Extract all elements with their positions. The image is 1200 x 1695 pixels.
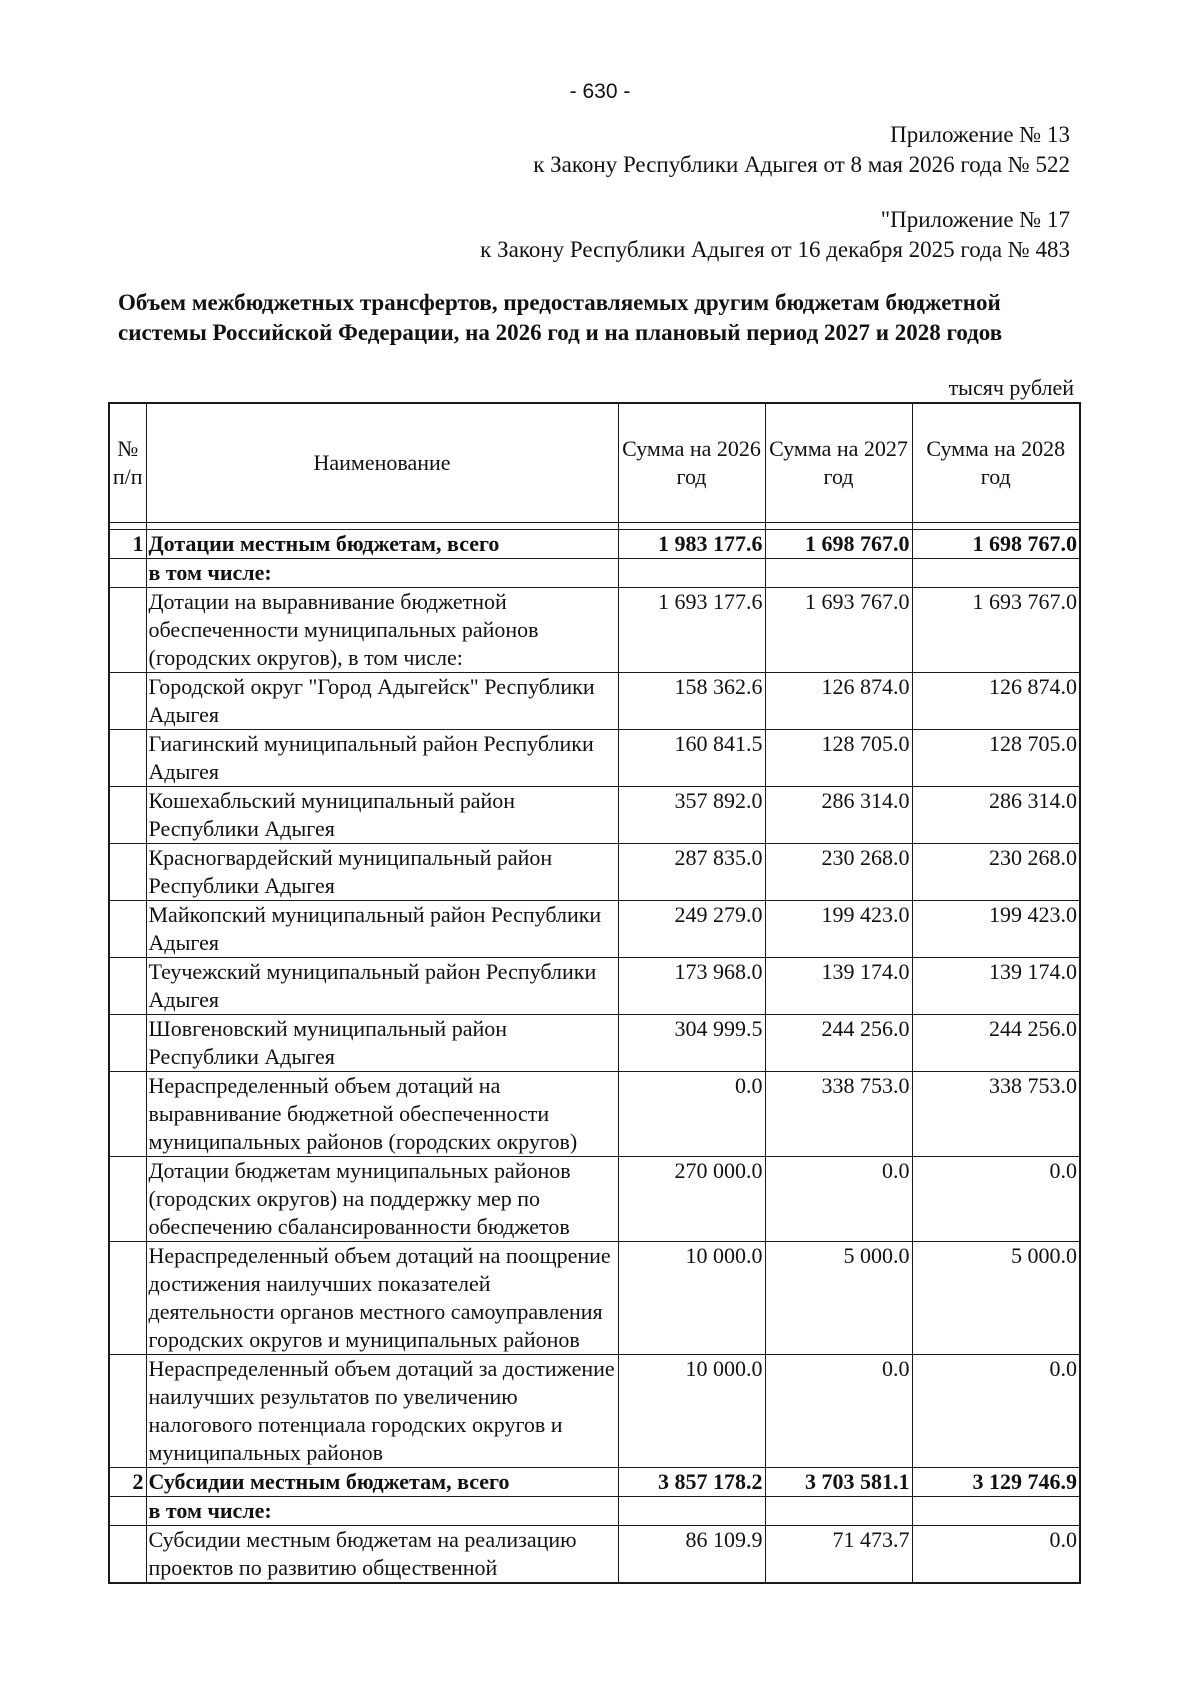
row-2026-cell: 86 109.9 xyxy=(618,1526,765,1584)
row-2028-cell: 0.0 xyxy=(912,1526,1080,1584)
row-name-cell: Красногвардейский муниципальный район Республики Адыгея xyxy=(146,844,618,901)
table-row xyxy=(109,1072,1080,1157)
row-2027-cell: 230 268.0 xyxy=(765,844,912,901)
table-row xyxy=(109,901,1080,958)
header-spacer xyxy=(109,523,1080,530)
row-2027-cell: 338 753.0 xyxy=(765,1072,912,1157)
row-2028-cell xyxy=(912,559,1080,588)
table-body xyxy=(109,530,1080,1584)
row-2026-cell: 304 999.5 xyxy=(618,1015,765,1072)
row-2027-cell: 286 314.0 xyxy=(765,787,912,844)
row-number-cell xyxy=(109,730,146,787)
row-2027-cell: 3 703 581.1 xyxy=(765,1468,912,1497)
row-number-cell xyxy=(109,1157,146,1242)
document-title-line1: Объем межбюджетных трансфертов, предоставляемых другим бюджетам бюджетной xyxy=(118,290,1001,315)
row-name-cell: Нераспределенный объем дотаций на поощрение достижения наилучших показателей деятельности органов местного самоуправления городских округов и муниципальных районов xyxy=(146,1242,618,1355)
row-name-cell: Дотации бюджетам муниципальных районов (городских округов) на поддержку мер по обеспечению сбалансированности бюджетов xyxy=(146,1157,618,1242)
row-2027-cell: 71 473.7 xyxy=(765,1526,912,1584)
row-name-cell: Теучежский муниципальный район Республики Адыгея xyxy=(146,958,618,1015)
table-row xyxy=(109,730,1080,787)
annex-current xyxy=(533,120,1070,180)
row-name-cell: Гиагинский муниципальный район Республики Адыгея xyxy=(146,730,618,787)
row-2028-cell: 5 000.0 xyxy=(912,1242,1080,1355)
row-2026-cell: 287 835.0 xyxy=(618,844,765,901)
row-2026-cell: 1 693 177.6 xyxy=(618,588,765,673)
row-2028-cell: 244 256.0 xyxy=(912,1015,1080,1072)
row-2028-cell: 1 693 767.0 xyxy=(912,588,1080,673)
document-title-line2: системы Российской Федерации, на 2026 год и на плановый период 2027 и 2028 годов xyxy=(118,320,1003,345)
row-2027-cell: 1 693 767.0 xyxy=(765,588,912,673)
header-2026: Сумма на 2026 год xyxy=(618,403,765,523)
row-number-cell xyxy=(109,588,146,673)
header-num: № п/п xyxy=(109,403,146,523)
row-2026-cell: 3 857 178.2 xyxy=(618,1468,765,1497)
table-header-row xyxy=(109,403,1080,523)
table-row xyxy=(109,530,1080,559)
table-row xyxy=(109,1497,1080,1526)
row-2026-cell: 160 841.5 xyxy=(618,730,765,787)
row-2027-cell: 126 874.0 xyxy=(765,673,912,730)
header-name: Наименование xyxy=(146,403,618,523)
row-name-cell: Дотации местным бюджетам, всего xyxy=(146,530,618,559)
row-2026-cell: 270 000.0 xyxy=(618,1157,765,1242)
row-name-cell: Субсидии местным бюджетам, всего xyxy=(146,1468,618,1497)
row-number-cell xyxy=(109,1242,146,1355)
table-row xyxy=(109,559,1080,588)
table-row xyxy=(109,958,1080,1015)
row-2027-cell xyxy=(765,1497,912,1526)
row-2028-cell: 0.0 xyxy=(912,1157,1080,1242)
row-2027-cell: 5 000.0 xyxy=(765,1242,912,1355)
row-number-cell xyxy=(109,1072,146,1157)
row-number-cell xyxy=(109,844,146,901)
row-2027-cell: 128 705.0 xyxy=(765,730,912,787)
row-number-cell xyxy=(109,1526,146,1584)
row-2028-cell xyxy=(912,1497,1080,1526)
row-name-cell: Субсидии местным бюджетам на реализацию проектов по развитию общественной xyxy=(146,1526,618,1584)
row-name-cell: Майкопский муниципальный район Республики Адыгея xyxy=(146,901,618,958)
annex-current-line2: к Закону Республики Адыгея от 8 мая 2026 года № 522 xyxy=(533,152,1070,177)
row-2026-cell: 158 362.6 xyxy=(618,673,765,730)
row-number-cell xyxy=(109,1355,146,1468)
row-name-cell: Дотации на выравнивание бюджетной обеспеченности муниципальных районов (городских округов), в том числе: xyxy=(146,588,618,673)
table-row xyxy=(109,1242,1080,1355)
document-title xyxy=(118,288,1098,348)
row-2028-cell: 3 129 746.9 xyxy=(912,1468,1080,1497)
row-number-cell xyxy=(109,559,146,588)
row-name-cell: Нераспределенный объем дотаций на выравнивание бюджетной обеспеченности муниципальных районов (городских округов) xyxy=(146,1072,618,1157)
table-row xyxy=(109,787,1080,844)
table-row xyxy=(109,673,1080,730)
row-2027-cell: 0.0 xyxy=(765,1355,912,1468)
annex-previous-line2: к Закону Республики Адыгея от 16 декабря 2025 года № 483 xyxy=(480,237,1070,262)
row-2027-cell: 244 256.0 xyxy=(765,1015,912,1072)
row-2027-cell: 139 174.0 xyxy=(765,958,912,1015)
row-2026-cell: 173 968.0 xyxy=(618,958,765,1015)
row-2028-cell: 1 698 767.0 xyxy=(912,530,1080,559)
row-2028-cell: 0.0 xyxy=(912,1355,1080,1468)
row-name-cell: в том числе: xyxy=(146,559,618,588)
row-number-cell xyxy=(109,1015,146,1072)
table-row xyxy=(109,1015,1080,1072)
row-2028-cell: 139 174.0 xyxy=(912,958,1080,1015)
row-number-cell xyxy=(109,958,146,1015)
row-number-cell xyxy=(109,1497,146,1526)
table-row xyxy=(109,1355,1080,1468)
annex-current-line1: Приложение № 13 xyxy=(890,122,1070,147)
row-2027-cell xyxy=(765,559,912,588)
budget-table xyxy=(108,402,1081,1584)
row-2026-cell xyxy=(618,559,765,588)
row-number-cell xyxy=(109,787,146,844)
row-2028-cell: 338 753.0 xyxy=(912,1072,1080,1157)
row-2026-cell: 10 000.0 xyxy=(618,1355,765,1468)
row-2026-cell xyxy=(618,1497,765,1526)
row-2027-cell: 1 698 767.0 xyxy=(765,530,912,559)
row-name-cell: Городской округ "Город Адыгейск" Республики Адыгея xyxy=(146,673,618,730)
header-2027: Сумма на 2027 год xyxy=(765,403,912,523)
header-2028: Сумма на 2028 год xyxy=(912,403,1080,523)
row-2026-cell: 249 279.0 xyxy=(618,901,765,958)
row-2027-cell: 0.0 xyxy=(765,1157,912,1242)
row-2027-cell: 199 423.0 xyxy=(765,901,912,958)
row-name-cell: Кошехабльский муниципальный район Республики Адыгея xyxy=(146,787,618,844)
table-row xyxy=(109,588,1080,673)
row-2028-cell: 286 314.0 xyxy=(912,787,1080,844)
row-name-cell: Нераспределенный объем дотаций за достижение наилучших результатов по увеличению налогового потенциала городских округов и муниципальных районов xyxy=(146,1355,618,1468)
row-number-cell xyxy=(109,673,146,730)
row-2026-cell: 10 000.0 xyxy=(618,1242,765,1355)
units-label: тысяч рублей xyxy=(948,375,1074,400)
row-2026-cell: 1 983 177.6 xyxy=(618,530,765,559)
row-2028-cell: 126 874.0 xyxy=(912,673,1080,730)
page-number: - 630 - xyxy=(569,80,631,103)
row-2026-cell: 0.0 xyxy=(618,1072,765,1157)
row-2028-cell: 230 268.0 xyxy=(912,844,1080,901)
row-2026-cell: 357 892.0 xyxy=(618,787,765,844)
row-2028-cell: 199 423.0 xyxy=(912,901,1080,958)
row-number-cell: 2 xyxy=(109,1468,146,1497)
row-number-cell: 1 xyxy=(109,530,146,559)
row-name-cell: в том числе: xyxy=(146,1497,618,1526)
row-number-cell xyxy=(109,901,146,958)
row-2028-cell: 128 705.0 xyxy=(912,730,1080,787)
annex-previous-line1: "Приложение № 17 xyxy=(880,207,1070,232)
annex-previous xyxy=(480,205,1070,265)
table-row xyxy=(109,1468,1080,1497)
table-row xyxy=(109,1526,1080,1584)
row-name-cell: Шовгеновский муниципальный район Республики Адыгея xyxy=(146,1015,618,1072)
table-row xyxy=(109,844,1080,901)
table-row xyxy=(109,1157,1080,1242)
